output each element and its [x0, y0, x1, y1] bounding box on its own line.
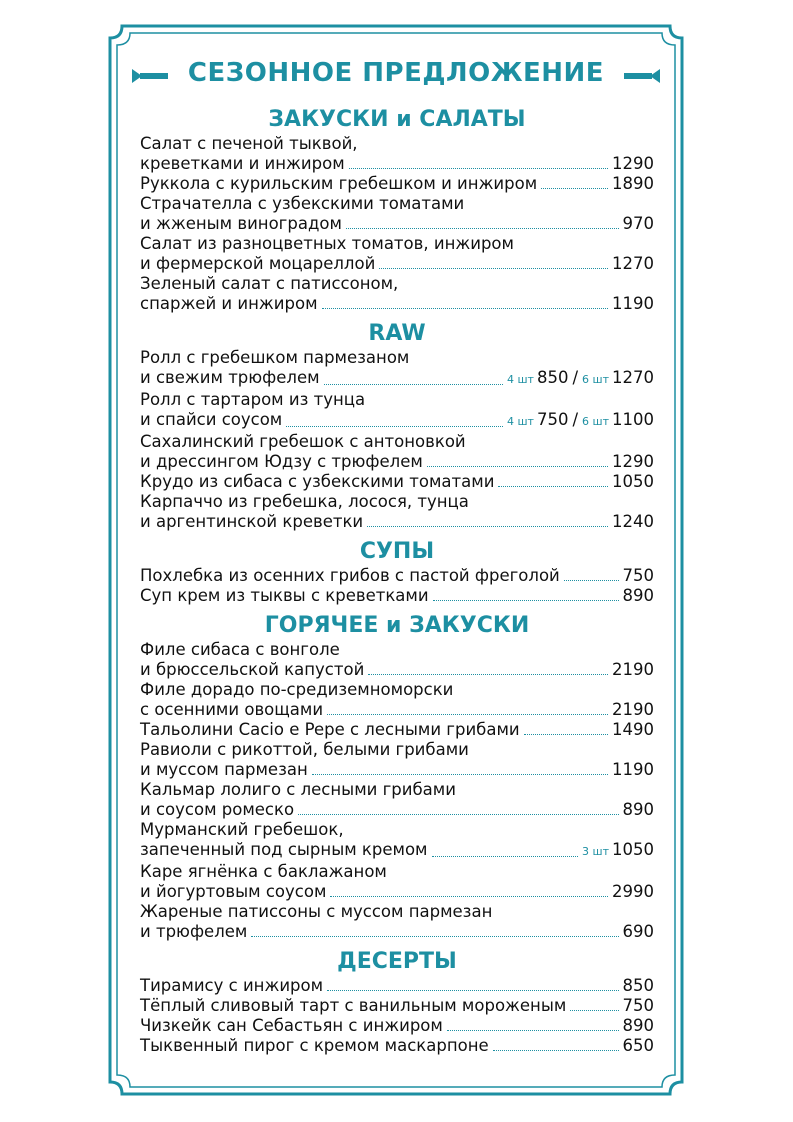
leader-dots [251, 935, 618, 937]
leader-dots [541, 187, 608, 189]
leader-dots [312, 773, 608, 775]
dish-name: Тёплый сливовый тарт с ванильным мороженым [140, 996, 567, 1015]
menu-item-line [140, 680, 654, 700]
menu-item-line [140, 234, 654, 254]
leader-dots [327, 989, 618, 991]
dish-name: Кальмар лолиго с лесными грибами [140, 780, 456, 799]
menu-item [140, 862, 654, 902]
price-separator: / [572, 368, 579, 387]
menu-item-line-priced [140, 174, 654, 194]
dish-name: и свежим трюфелем [140, 368, 320, 387]
menu-item-line-priced [140, 700, 654, 720]
price: 2990 [612, 882, 654, 901]
leader-dots [493, 1049, 619, 1051]
leader-dots [298, 813, 618, 815]
dish-name: Ролл с гребешком пармезаном [140, 348, 410, 367]
leader-dots [330, 895, 608, 897]
dish-name: Страчателла с узбекскими томатами [140, 194, 465, 213]
price: 2190 [612, 700, 654, 719]
menu-item-line-priced [140, 368, 654, 390]
price: 890 [622, 800, 654, 819]
menu-item [140, 566, 654, 586]
leader-dots [322, 307, 608, 309]
price: 650 [622, 1036, 654, 1055]
page-title: СЕЗОННОЕ ПРЕДЛОЖЕНИЕ [187, 58, 605, 88]
leader-dots [367, 525, 608, 527]
price: 1240 [612, 512, 654, 531]
menu-item-line [140, 862, 654, 882]
leader-dots [324, 383, 503, 385]
menu-item-line-priced [140, 720, 654, 740]
price: 750 [622, 996, 654, 1015]
price: 1190 [612, 294, 654, 313]
menu-item-line-priced [140, 472, 654, 492]
menu-item-line-priced [140, 882, 654, 902]
dish-name: Крудо из сибаса с узбекскими томатами [140, 472, 495, 491]
price-small-portion: 850 [536, 368, 569, 387]
dish-name: и йогуртовым соусом [140, 882, 327, 901]
menu-item [140, 274, 654, 314]
menu-item-line-priced [140, 566, 654, 586]
price: 1190 [612, 760, 654, 779]
section-title: СУПЫ [359, 539, 435, 564]
menu-item-line-priced [140, 512, 654, 532]
menu-item-line-priced [140, 586, 654, 606]
dish-name: и трюфелем [140, 922, 248, 941]
menu-item [140, 586, 654, 606]
menu-item-line [140, 820, 654, 840]
menu-item-line [140, 740, 654, 760]
price: 1100 [612, 410, 654, 429]
price-separator: / [572, 410, 579, 429]
menu-item [140, 780, 654, 820]
menu-item-line-priced [140, 660, 654, 680]
section-title: ДЕСЕРТЫ [337, 949, 457, 974]
menu-item [140, 390, 654, 432]
leader-dots [368, 673, 608, 675]
dish-name: и жженым виноградом [140, 214, 342, 233]
menu-item [140, 472, 654, 492]
menu-item [140, 680, 654, 720]
price: 1050 [612, 472, 654, 491]
dish-name: Филе дорадо по-средиземноморски [140, 680, 454, 699]
menu-item [140, 432, 654, 472]
section-title: ЗАКУСКИ и САЛАТЫ [268, 107, 526, 132]
menu-item [140, 996, 654, 1016]
portion-qty: 4 шт [507, 373, 534, 386]
menu-item-line-priced [140, 410, 654, 432]
price: 890 [622, 1016, 654, 1035]
dish-name: Равиоли с рикоттой, белыми грибами [140, 740, 469, 759]
title-banner [132, 58, 660, 92]
leader-dots [524, 733, 608, 735]
leader-dots [498, 485, 608, 487]
menu-item-line [140, 194, 654, 214]
price: 1270 [612, 254, 654, 273]
menu-item-line [140, 134, 654, 154]
menu-item-line-priced [140, 840, 654, 862]
menu-item-line-priced [140, 294, 654, 314]
menu-item [140, 174, 654, 194]
leader-dots [427, 465, 608, 467]
section-title: ГОРЯЧЕЕ и ЗАКУСКИ [264, 613, 530, 638]
dish-name: Зеленый салат с патиссоном, [140, 274, 399, 293]
menu-item-line-priced [140, 452, 654, 472]
menu-item-line [140, 640, 654, 660]
dish-name: Чизкейк сан Себастьян с инжиром [140, 1016, 443, 1035]
menu-item-line [140, 274, 654, 294]
leader-dots [570, 1009, 618, 1011]
dish-name: Жареные патиссоны с муссом пармезан [140, 902, 493, 921]
menu-item [140, 820, 654, 862]
menu-item-line-priced [140, 254, 654, 274]
menu-item [140, 492, 654, 532]
dish-name: Тирамису с инжиром [140, 976, 324, 995]
price: 970 [622, 214, 654, 233]
menu-item-line-priced [140, 1036, 654, 1056]
dish-name: и фермерской моцареллой [140, 254, 376, 273]
leader-dots [327, 713, 608, 715]
banner-left-bar [140, 73, 168, 79]
menu-item-line-priced [140, 214, 654, 234]
menu-item [140, 640, 654, 680]
menu-item-line [140, 492, 654, 512]
menu-item-line-priced [140, 976, 654, 996]
menu-item-line-priced [140, 760, 654, 780]
dish-name: Карпаччо из гребешка, лосося, тунца [140, 492, 469, 511]
price: 1290 [612, 154, 654, 173]
price: 1270 [612, 368, 654, 387]
menu-item [140, 902, 654, 942]
dish-name: Филе сибаса с вонголе [140, 640, 340, 659]
dish-name: Суп крем из тыквы с креветками [140, 586, 429, 605]
menu-item-line [140, 390, 654, 410]
price: 750 [622, 566, 654, 585]
price: 1890 [612, 174, 654, 193]
portion-qty: 6 шт [582, 415, 609, 428]
dish-name: Салат с печеной тыквой, [140, 134, 358, 153]
dish-name: Ролл с тартаром из тунца [140, 390, 366, 409]
price: 1050 [612, 840, 654, 859]
menu-item-line-priced [140, 996, 654, 1016]
leader-dots [432, 855, 579, 857]
price: 1290 [612, 452, 654, 471]
menu-item [140, 134, 654, 174]
menu-item [140, 194, 654, 234]
leader-dots [433, 599, 619, 601]
leader-dots [564, 579, 619, 581]
menu-item [140, 1016, 654, 1036]
price: 1490 [612, 720, 654, 739]
menu-item [140, 976, 654, 996]
dish-name: Сахалинский гребешок с антоновкой [140, 432, 466, 451]
leader-dots [447, 1029, 619, 1031]
dish-name: Каре ягнёнка с баклажаном [140, 862, 387, 881]
section-title: RAW [368, 321, 426, 346]
menu-item [140, 348, 654, 390]
menu-item [140, 234, 654, 274]
dish-name: и дрессингом Юдзу с трюфелем [140, 452, 423, 471]
menu-item-line [140, 432, 654, 452]
leader-dots [286, 425, 503, 427]
dish-name: спаржей и инжиром [140, 294, 318, 313]
dish-name: и брюссельской капустой [140, 660, 365, 679]
menu-item-line-priced [140, 800, 654, 820]
menu-item-line-priced [140, 154, 654, 174]
portion-qty: 6 шт [582, 373, 609, 386]
price: 850 [622, 976, 654, 995]
dish-name: креветками и инжиром [140, 154, 345, 173]
dish-name: и спайси соусом [140, 410, 283, 429]
dish-name: Мурманский гребешок, [140, 820, 344, 839]
dish-name: и муссом пармезан [140, 760, 308, 779]
price-small-portion: 750 [536, 410, 569, 429]
menu-item-line [140, 780, 654, 800]
dish-name: Руккола с курильским гребешком и инжиром [140, 174, 538, 193]
leader-dots [346, 227, 619, 229]
leader-dots [379, 267, 608, 269]
menu-item-line [140, 348, 654, 368]
banner-right-bar [624, 73, 652, 79]
price: 2190 [612, 660, 654, 679]
menu-list [140, 106, 654, 1056]
menu-item-line-priced [140, 1016, 654, 1036]
menu-item-line-priced [140, 922, 654, 942]
price: 690 [622, 922, 654, 941]
menu-item [140, 1036, 654, 1056]
dish-name: с осенними овощами [140, 700, 324, 719]
dish-name: запеченный под сырным кремом [140, 840, 428, 859]
dish-name: Похлебка из осенних грибов с пастой фреголой [140, 566, 560, 585]
dish-name: и аргентинской креветки [140, 512, 364, 531]
dish-name: Тыквенный пирог с кремом маскарпоне [140, 1036, 489, 1055]
menu-item [140, 720, 654, 740]
dish-name: Салат из разноцветных томатов, инжиром [140, 234, 514, 253]
leader-dots [349, 167, 608, 169]
portion-qty: 4 шт [507, 415, 534, 428]
banner-right-tip [650, 69, 660, 83]
dish-name: Тальолини Cacio e Pepe с лесными грибами [140, 720, 520, 739]
price: 890 [622, 586, 654, 605]
menu-item [140, 740, 654, 780]
dish-name: и соусом ромеско [140, 800, 295, 819]
menu-item-line [140, 902, 654, 922]
portion-qty: 3 шт [582, 845, 609, 858]
